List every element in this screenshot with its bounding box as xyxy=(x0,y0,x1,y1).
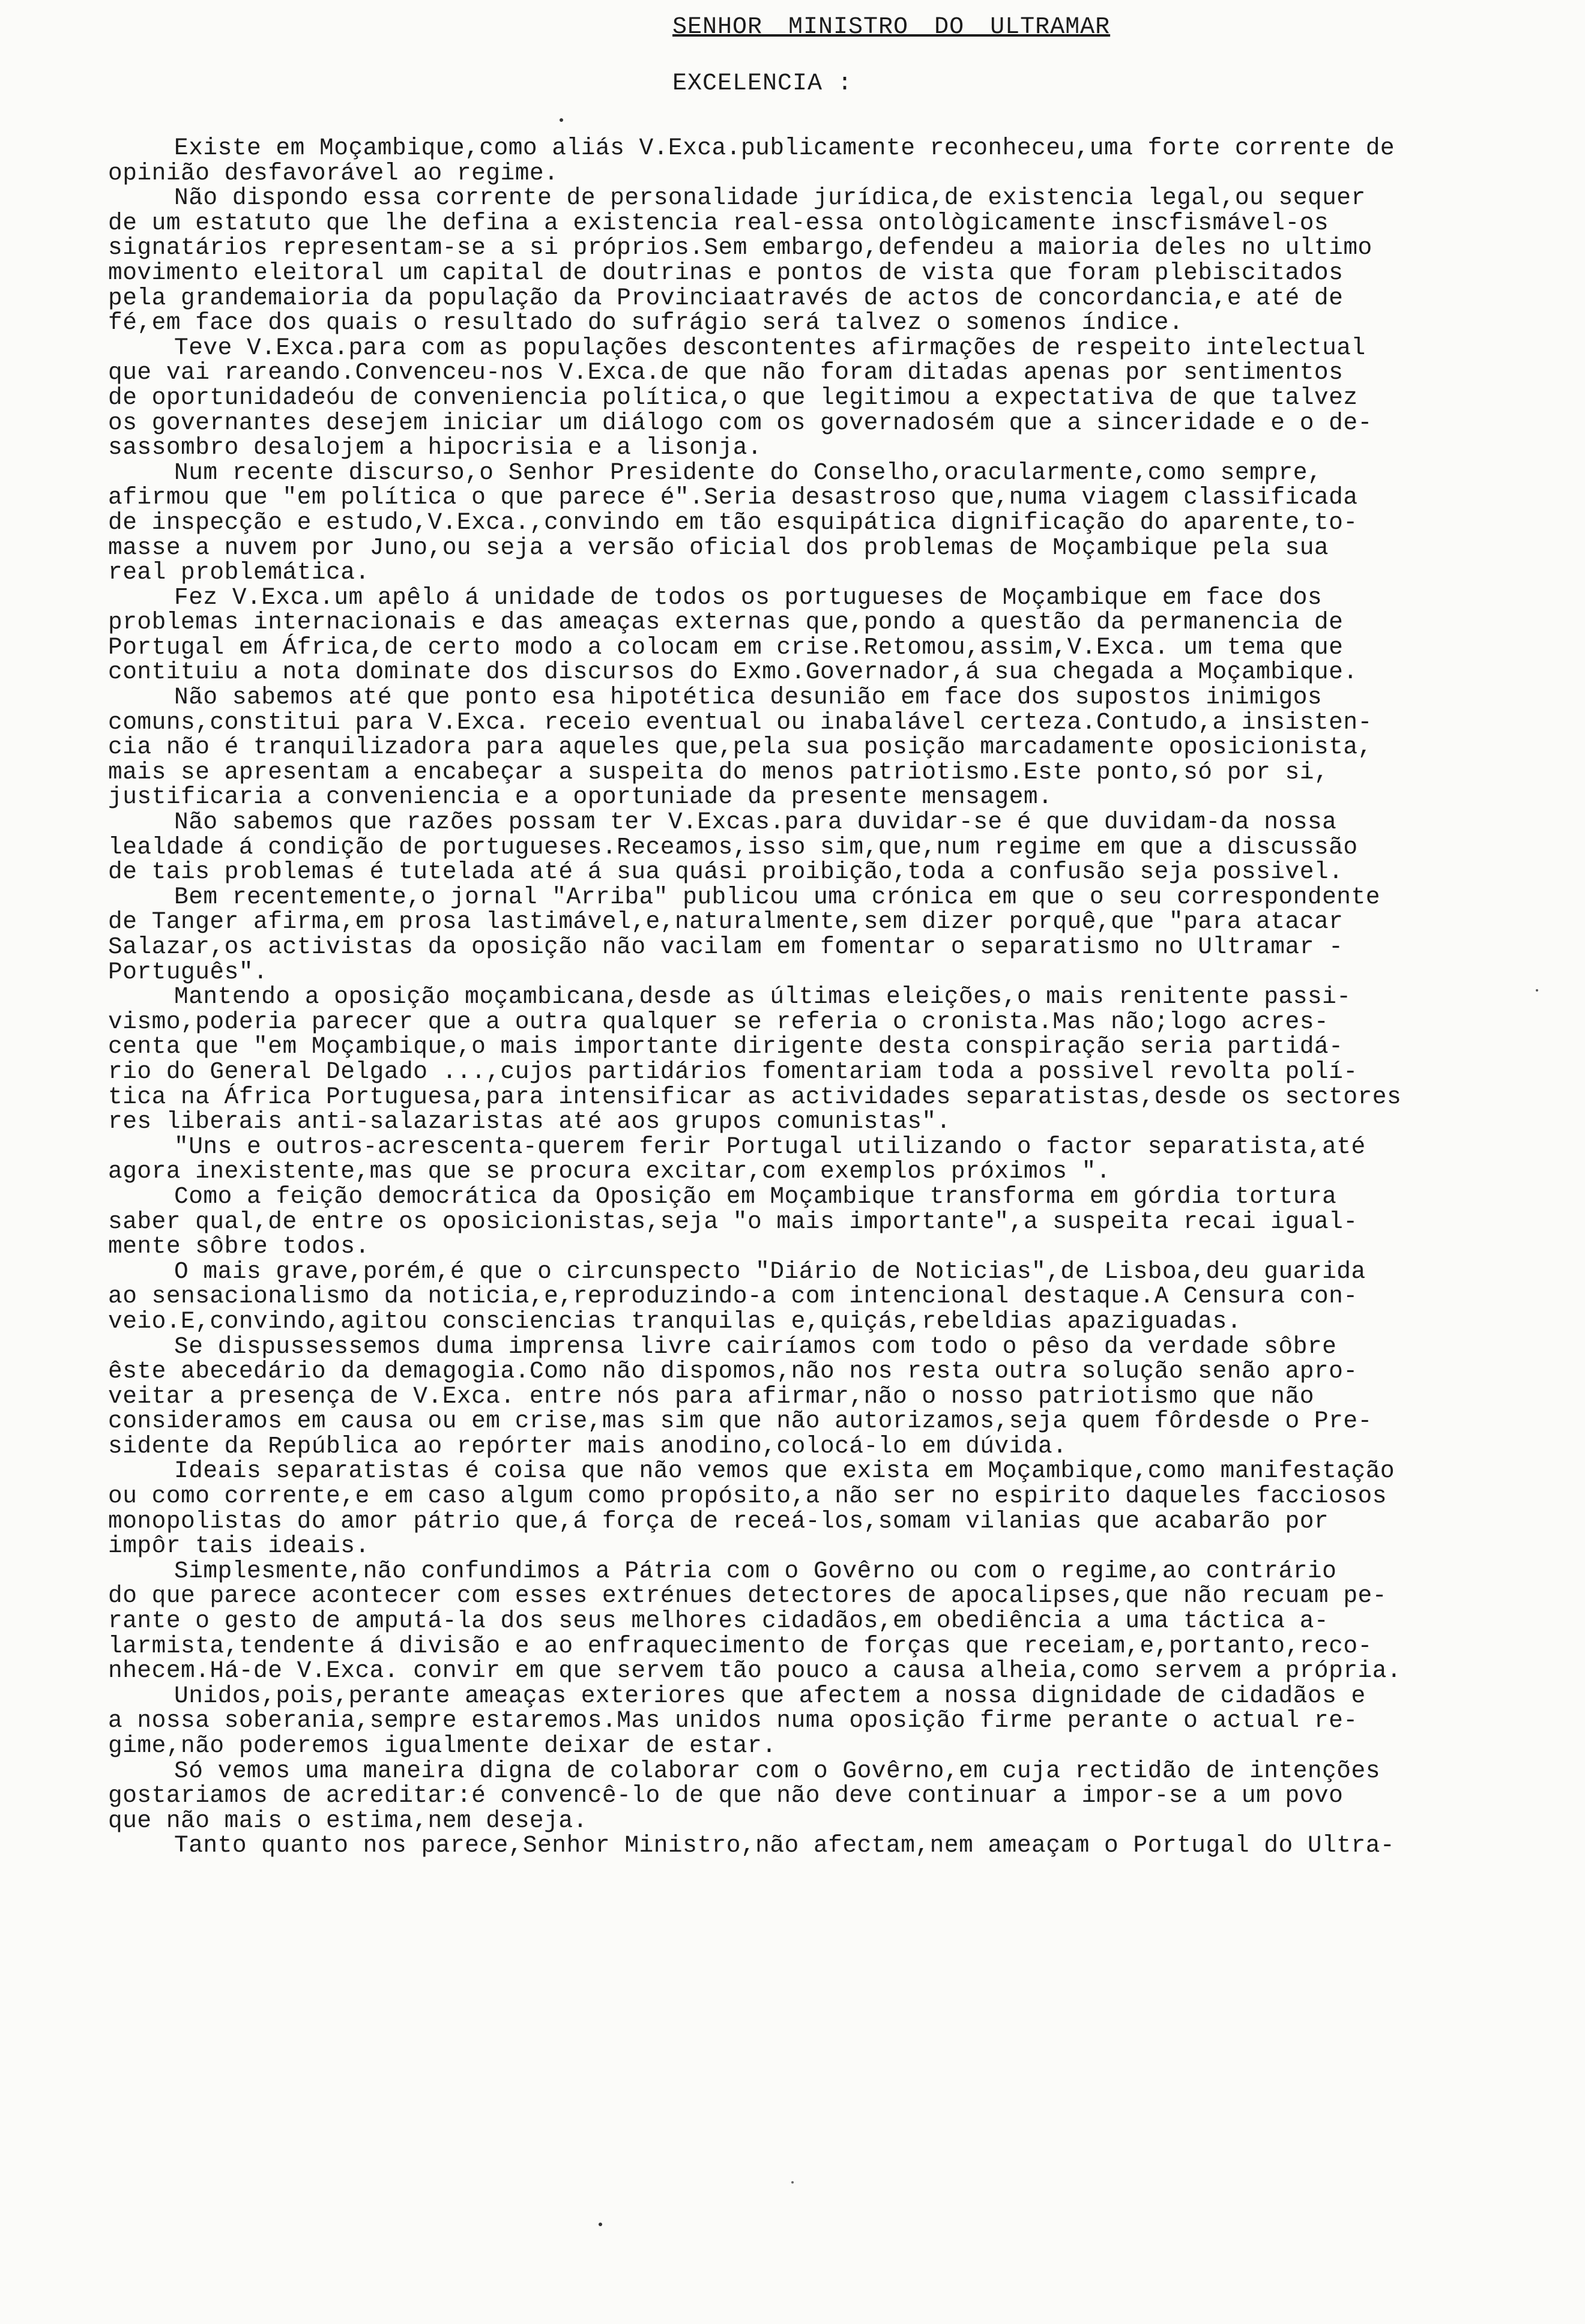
letter-line: os governantes desejem iniciar um diálogo com os governadosém que a sinceridade e o de- xyxy=(108,409,1372,436)
letter-line: justificaria a conveniencia e a oportuniade da presente mensagem. xyxy=(108,783,1053,811)
letter-line: movimento eleitoral um capital de doutrinas e pontos de vista que foram plebiscitados xyxy=(108,259,1344,286)
letter-line: de um estatuto que lhe defina a existencia real-essa ontològicamente inscfismável-os xyxy=(108,209,1329,236)
letter-line: de oportunidadeóu de conveniencia política,o que legitimou a expectativa de que talvez xyxy=(108,384,1358,411)
addressee-title: SENHOR MINISTRO DO ULTRAMAR xyxy=(672,14,1111,41)
letter-line: signatários representam-se a si próprios.Sem embargo,defendeu a maioria deles no ultimo xyxy=(108,234,1372,262)
letter-line: ao sensacionalismo da noticia,e,reproduzindo-a com intencional destaque.A Censura con- xyxy=(108,1283,1358,1310)
letter-line: agora inexistente,mas que se procura excitar,com exemplos próximos ". xyxy=(108,1158,1111,1185)
letter-line: opinião desfavorável ao regime. xyxy=(108,159,559,187)
letter-line: Português". xyxy=(108,958,268,986)
letter-line: tica na África Portuguesa,para intensificar as actividades separatistas,desde os sectores xyxy=(108,1083,1402,1110)
letter-line: Não sabemos que razões possam ter V.Excas.para duvidar-se é que duvidam-da nossa xyxy=(174,808,1337,836)
letter-line: do que parece acontecer com esses extrénues detectores de apocalipses,que não recuam pe- xyxy=(108,1582,1387,1610)
letter-line: de tais problemas é tutelada até á sua quási proibição,toda a confusão seja possivel. xyxy=(108,858,1344,886)
letter-line: monopolistas do amor pátrio que,á força de receá-los,somam vilanias que acabarão por xyxy=(108,1507,1329,1535)
letter-body xyxy=(108,136,1501,1858)
letter-line: rio do General Delgado ...,cujos partidários fomentariam toda a possivel revolta polí- xyxy=(108,1058,1358,1085)
letter-line: sidente da República ao repórter mais anodino,colocá-lo em dúvida. xyxy=(108,1432,1067,1460)
letter-header xyxy=(672,13,1110,98)
letter-line: que não mais o estima,nem deseja. xyxy=(108,1807,588,1834)
letter-line: Não sabemos até que ponto esa hipotética desunião em face dos supostos inimigos xyxy=(174,684,1323,711)
letter-line: consideramos em causa ou em crise,mas sim que não autorizamos,seja quem fôrdesde o Pre- xyxy=(108,1407,1372,1435)
letter-line: cia não é tranquilizadora para aqueles que,pela sua posição marcadamente oposicionista, xyxy=(108,733,1372,761)
letter-line: veitar a presença de V.Exca. entre nós para afirmar,não o nosso patriotismo que não xyxy=(108,1382,1314,1410)
letter-line: fé,em face dos quais o resultado do sufrágio será talvez o somenos índice. xyxy=(108,309,1184,337)
letter-line: vismo,poderia parecer que a outra qualquer se referia o cronista.Mas não;logo acres- xyxy=(108,1008,1329,1035)
letter-line: Teve V.Exca.para com as populações descontentes afirmações de respeito intelectual xyxy=(174,334,1366,361)
salutation: EXCELENCIA : xyxy=(672,70,853,97)
letter-line: Ideais separatistas é coisa que não vemos que exista em Moçambique,como manifestação xyxy=(174,1457,1395,1485)
letter-line: larmista,tendente á divisão e ao enfraquecimento de forças que receiam,e,portanto,reco- xyxy=(108,1632,1372,1660)
letter-line: Mantendo a oposição moçambicana,desde as últimas eleições,o mais renitente passi- xyxy=(174,983,1351,1011)
letter-line: ou como corrente,e em caso algum como propósito,a não ser no espirito daqueles facciosos xyxy=(108,1483,1387,1510)
letter-line: rante o gesto de amputá-la dos seus melhores cidadãos,em obediência a uma táctica a- xyxy=(108,1607,1329,1635)
letter-line: veio.E,convindo,agitou consciencias tranquilas e,quiçás,rebeldias apaziguadas. xyxy=(108,1307,1242,1335)
letter-line: Num recente discurso,o Senhor Presidente do Conselho,oracularmente,como sempre, xyxy=(174,459,1323,486)
letter-line: Salazar,os activistas da oposição não vacilam em fomentar o separatismo no Ultramar - xyxy=(108,933,1344,960)
letter-line: mais se apresentam a encabeçar a suspeita do menos patriotismo.Este ponto,só por si, xyxy=(108,758,1329,786)
letter-line: Portugal em África,de certo modo a colocam em crise.Retomou,assim,V.Exca. um tema que xyxy=(108,633,1344,661)
letter-line: masse a nuvem por Juno,ou seja a versão oficial dos problemas de Moçambique pela sua xyxy=(108,534,1329,561)
letter-line: de inspecção e estudo,V.Exca.,convindo em tão esquipática dignificação do aparente,to- xyxy=(108,508,1358,536)
letter-line: afirmou que "em política o que parece é".Seria desastroso que,numa viagem classificada xyxy=(108,484,1358,511)
letter-line: mente sôbre todos. xyxy=(108,1233,370,1260)
letter-line: comuns,constitui para V.Exca. receio eventual ou inabalável certeza.Contudo,a insisten- xyxy=(108,708,1372,736)
letter-line: Só vemos uma maneira digna de colaborar com o Govêrno,em cuja rectidão de intenções xyxy=(174,1757,1380,1784)
letter-line: nhecem.Há-de V.Exca. convir em que servem tão pouco a causa alheia,como servem a própria. xyxy=(108,1657,1402,1685)
letter-line: impôr tais ideais. xyxy=(108,1532,370,1560)
letter-line: de Tanger afirma,em prosa lastimável,e,naturalmente,sem dizer porquê,que "para atacar xyxy=(108,908,1344,936)
letter-line: problemas internacionais e das ameaças externas que,pondo a questão da permanencia de xyxy=(108,609,1344,636)
letter-line: Simplesmente,não confundimos a Pátria com o Govêrno ou com o regime,ao contrário xyxy=(174,1557,1337,1585)
letter-line: real problemática. xyxy=(108,559,370,586)
letter-line: saber qual,de entre os oposicionistas,seja "o mais importante",a suspeita recai igual- xyxy=(108,1208,1358,1235)
letter-line: gostariamos de acreditar:é convencê-lo de que não deve continuar a impor-se a um povo xyxy=(108,1782,1344,1810)
letter-line: res liberais anti-salazaristas até aos grupos comunistas". xyxy=(108,1108,951,1136)
letter-line: "Uns e outros-acrescenta-querem ferir Portugal utilizando o factor separatista,até xyxy=(174,1133,1366,1160)
letter-line: contituiu a nota dominate dos discursos do Exmo.Governador,á sua chegada a Moçambique. xyxy=(108,658,1358,686)
letter-line: Se dispussessemos duma imprensa livre cairíamos com todo o pêso da verdade sôbre xyxy=(174,1332,1337,1360)
letter-line: êste abecedário da demagogia.Como não dispomos,não nos resta outra solução senão apro- xyxy=(108,1358,1358,1385)
letter-line: Tanto quanto nos parece,Senhor Ministro,não afectam,nem ameaçam o Portugal do Ultra- xyxy=(174,1832,1395,1859)
letter-line: O mais grave,porém,é que o circunspecto "Diário de Noticias",de Lisboa,deu guarida xyxy=(174,1257,1366,1285)
letter-line: que vai rareando.Convenceu-nos V.Exca.de que não foram ditadas apenas por sentimentos xyxy=(108,359,1344,387)
letter-line: lealdade á condição de portugueses.Receamos,isso sim,que,num regime em que a discussão xyxy=(108,833,1358,861)
letter-line: Fez V.Exca.um apêlo á unidade de todos os portugueses de Moçambique em face dos xyxy=(174,583,1323,611)
letter-line: Unidos,pois,perante ameaças exteriores que afectem a nossa dignidade de cidadãos e xyxy=(174,1682,1366,1709)
letter-line: centa que "em Moçambique,o mais importante dirigente desta conspiração seria partidá- xyxy=(108,1033,1344,1061)
letter-line: Não dispondo essa corrente de personalidade jurídica,de existencia legal,ou sequer xyxy=(174,184,1366,212)
letter-line: a nossa soberania,sempre estaremos.Mas unidos numa oposição firme perante o actual re- xyxy=(108,1707,1358,1735)
letter-line: Como a feição democrática da Oposição em Moçambique transforma em górdia tortura xyxy=(174,1182,1337,1210)
letter-line: Bem recentemente,o jornal "Arriba" publicou uma crónica em que o seu correspondente xyxy=(174,883,1380,911)
letter-line: pela grandemaioria da população da Provinciaatravés de actos de concordancia,e até de xyxy=(108,284,1344,312)
letter-line: gime,não poderemos igualmente deixar de estar. xyxy=(108,1732,777,1759)
letter-line: Existe em Moçambique,como aliás V.Exca.publicamente reconheceu,uma forte corrente de xyxy=(174,134,1395,161)
letter-line: sassombro desalojem a hipocrisia e a lisonja. xyxy=(108,434,762,462)
